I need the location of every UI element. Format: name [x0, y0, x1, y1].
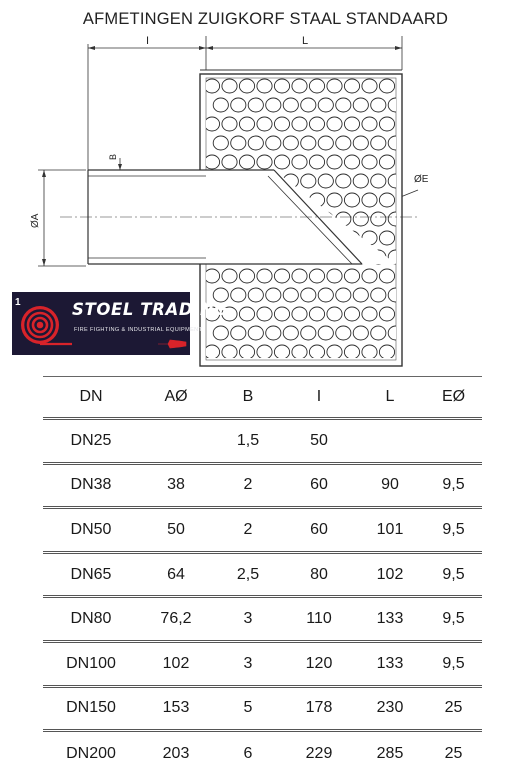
stoel-trading-logo — [12, 292, 229, 355]
cell-e: 9,5 — [442, 654, 465, 672]
perforation-hole — [248, 136, 263, 150]
table-row — [43, 463, 482, 508]
cell-a: 102 — [162, 654, 190, 672]
perforation-hole — [318, 136, 333, 150]
header-l: L — [385, 388, 395, 405]
perforation-hole — [301, 136, 316, 150]
cell-b: 2 — [243, 520, 253, 538]
hose-reel-logo-icon — [12, 292, 72, 355]
perforation-hole — [222, 345, 237, 359]
perforation-hole — [371, 212, 386, 226]
table-header-row — [43, 377, 482, 419]
table-row — [43, 508, 482, 553]
perforation-hole — [327, 79, 342, 93]
perforation-hole — [231, 98, 246, 112]
cell-i: 80 — [310, 565, 328, 583]
perforation-hole — [362, 79, 377, 93]
perforation-hole — [266, 288, 281, 302]
cell-a: 64 — [167, 565, 185, 583]
perforation-hole — [239, 345, 254, 359]
perforation-hole — [309, 117, 324, 131]
perforation-hole — [379, 79, 394, 93]
header-a-diameter: AØ — [164, 388, 188, 405]
cell-l: 101 — [376, 520, 404, 538]
cell-b: 1,5 — [236, 431, 260, 449]
perforation-hole — [344, 269, 359, 283]
cell-a: 38 — [167, 476, 185, 494]
cell-a: 203 — [162, 744, 190, 762]
cell-i: 60 — [310, 520, 328, 538]
logo-mark-number: 1 — [15, 297, 21, 308]
cell-l: 133 — [376, 654, 404, 672]
perforation-hole — [222, 79, 237, 93]
cell-i: 110 — [306, 610, 332, 628]
perforation-hole — [301, 288, 316, 302]
table-row — [43, 552, 482, 597]
perforation-hole — [292, 79, 307, 93]
perforation-hole — [362, 193, 377, 207]
cell-dn: DN100 — [66, 654, 116, 672]
page-title: AFMETINGEN ZUIGKORF STAAL STANDAARD — [82, 10, 449, 28]
perforation-hole — [274, 269, 289, 283]
perforation-hole — [371, 174, 386, 188]
cell-b: 3 — [243, 654, 253, 672]
perforation-hole — [283, 288, 298, 302]
perforation-hole — [379, 307, 394, 321]
perforation-hole — [204, 269, 219, 283]
perforation-hole — [309, 79, 324, 93]
perforation-hole — [213, 326, 228, 340]
perforation-hole — [274, 117, 289, 131]
perforation-hole — [353, 136, 368, 150]
perforation-hole — [283, 136, 298, 150]
perforation-hole — [222, 155, 237, 169]
perforation-hole — [309, 269, 324, 283]
perforation-hole — [292, 269, 307, 283]
perforation-hole — [213, 98, 228, 112]
cell-dn: DN50 — [70, 520, 112, 538]
perforation-hole — [309, 155, 324, 169]
perforation-hole — [283, 326, 298, 340]
cell-b: 3 — [243, 610, 253, 628]
perforation-hole — [318, 98, 333, 112]
perforation-hole — [274, 307, 289, 321]
perforation-hole — [353, 212, 368, 226]
perforation-hole — [344, 193, 359, 207]
perforation-hole — [327, 345, 342, 359]
perforation-hole — [327, 193, 342, 207]
perforation-hole — [231, 326, 246, 340]
perforation-hole — [204, 345, 219, 359]
perforation-hole — [283, 98, 298, 112]
perforation-hole — [371, 136, 386, 150]
perforation-hole — [353, 288, 368, 302]
perforation-hole — [292, 155, 307, 169]
perforation-hole — [353, 98, 368, 112]
perforation-hole — [379, 345, 394, 359]
perforation-hole — [362, 345, 377, 359]
perforation-hole — [274, 155, 289, 169]
perforation-hole — [344, 307, 359, 321]
perforation-hole — [257, 345, 272, 359]
cell-dn: DN150 — [66, 699, 116, 717]
perforation-hole — [274, 79, 289, 93]
perforation-hole — [301, 98, 316, 112]
perforation-hole — [362, 155, 377, 169]
cell-i: 60 — [310, 476, 328, 494]
cell-dn: DN38 — [70, 476, 112, 494]
cell-dn: DN65 — [70, 565, 112, 583]
perforation-hole — [248, 288, 263, 302]
header-e-diameter: EØ — [441, 388, 466, 405]
perforation-hole — [231, 136, 246, 150]
perforation-hole — [327, 155, 342, 169]
cell-i: 229 — [305, 744, 333, 762]
perforation-hole — [309, 345, 324, 359]
cell-l: 285 — [376, 744, 404, 762]
perforation-hole — [257, 155, 272, 169]
hose-nozzle-icon — [158, 336, 188, 352]
perforation-hole — [231, 288, 246, 302]
perforation-hole — [318, 174, 333, 188]
perforation-hole — [248, 98, 263, 112]
cell-b: 6 — [243, 744, 253, 762]
perforation-hole — [222, 269, 237, 283]
cell-b: 2 — [243, 476, 253, 494]
perforation-hole — [239, 155, 254, 169]
perforation-hole — [371, 288, 386, 302]
header-i: I — [316, 388, 322, 405]
perforation-hole — [379, 193, 394, 207]
perforation-hole — [301, 174, 316, 188]
perforation-hole — [213, 136, 228, 150]
table-row — [43, 641, 482, 686]
perforation-hole — [336, 288, 351, 302]
cell-dn: DN25 — [70, 431, 112, 449]
perforation-hole — [336, 136, 351, 150]
perforation-hole — [274, 345, 289, 359]
perforation-hole — [204, 117, 219, 131]
perforation-hole — [239, 79, 254, 93]
perforation-hole — [371, 98, 386, 112]
perforation-hole — [327, 269, 342, 283]
dimensions-table — [43, 376, 482, 775]
perforation-hole — [257, 117, 272, 131]
dim-label-e: ØE — [414, 174, 429, 185]
perforation-hole — [371, 326, 386, 340]
perforation-hole — [318, 288, 333, 302]
cell-l: 102 — [376, 565, 404, 583]
table-row — [43, 686, 482, 731]
perforation-hole — [327, 307, 342, 321]
perforation-hole — [248, 326, 263, 340]
perforation-hole — [292, 345, 307, 359]
logo-tagline: FIRE FIGHTING & INDUSTRIAL EQUIPMENT — [74, 327, 203, 333]
table-row — [43, 597, 482, 642]
cell-a: 76,2 — [160, 610, 192, 628]
table-row — [43, 731, 482, 775]
cell-dn: DN200 — [66, 744, 116, 762]
perforation-hole — [301, 326, 316, 340]
cell-e — [425, 419, 482, 464]
perforation-hole — [362, 117, 377, 131]
dim-label-i: I — [146, 35, 150, 47]
dim-label-a: ØA — [30, 213, 41, 228]
cell-e: 9,5 — [442, 565, 465, 583]
perforation-hole — [379, 155, 394, 169]
cell-a: 153 — [162, 699, 190, 717]
perforation-hole — [336, 174, 351, 188]
cell-e: 25 — [444, 744, 463, 762]
perforation-hole — [344, 345, 359, 359]
cell-e: 25 — [444, 699, 463, 717]
perforation-hole — [336, 326, 351, 340]
perforation-hole — [336, 98, 351, 112]
header-dn: DN — [79, 388, 103, 405]
perforation-hole — [353, 174, 368, 188]
perforation-hole — [239, 117, 254, 131]
cell-b: 5 — [243, 699, 253, 717]
cell-l: 230 — [376, 699, 404, 717]
perforation-hole — [344, 79, 359, 93]
perforation-hole — [257, 79, 272, 93]
cell-a — [139, 419, 213, 464]
perforation-hole — [292, 307, 307, 321]
perforation-hole — [379, 117, 394, 131]
perforation-hole — [309, 307, 324, 321]
perforation-hole — [266, 98, 281, 112]
perforation-hole — [266, 326, 281, 340]
cell-i: 120 — [305, 654, 333, 672]
dim-label-b: B — [108, 153, 118, 160]
perforation-hole — [353, 326, 368, 340]
cell-l: 133 — [376, 610, 404, 628]
perforation-hole — [379, 269, 394, 283]
header-b: B — [242, 388, 254, 405]
perforation-hole — [222, 117, 237, 131]
cell-e: 9,5 — [442, 610, 465, 628]
table-row — [43, 419, 482, 464]
cell-dn: DN80 — [70, 610, 112, 628]
perforation-hole — [379, 231, 394, 245]
perforation-hole — [362, 269, 377, 283]
perforation-hole — [292, 117, 307, 131]
cell-i: 50 — [310, 431, 328, 449]
perforation-hole — [204, 155, 219, 169]
dim-label-l: L — [302, 35, 309, 47]
perforation-hole — [239, 307, 254, 321]
logo-brand-name: STOEL TRADING — [72, 300, 229, 319]
cell-l: 90 — [381, 476, 399, 494]
cell-i: 178 — [305, 699, 333, 717]
cell-e: 9,5 — [442, 476, 465, 494]
perforation-hole — [239, 269, 254, 283]
perforation-hole — [204, 79, 219, 93]
cell-e: 9,5 — [442, 520, 465, 538]
perforation-hole — [327, 117, 342, 131]
cell-b: 2,5 — [236, 565, 260, 583]
perforation-hole — [344, 155, 359, 169]
perforation-hole — [257, 307, 272, 321]
perforation-hole — [344, 117, 359, 131]
cell-a: 50 — [167, 520, 185, 538]
perforation-hole — [362, 307, 377, 321]
perforation-hole — [318, 326, 333, 340]
perforation-hole — [266, 136, 281, 150]
perforation-hole — [257, 269, 272, 283]
cell-l — [355, 419, 425, 464]
